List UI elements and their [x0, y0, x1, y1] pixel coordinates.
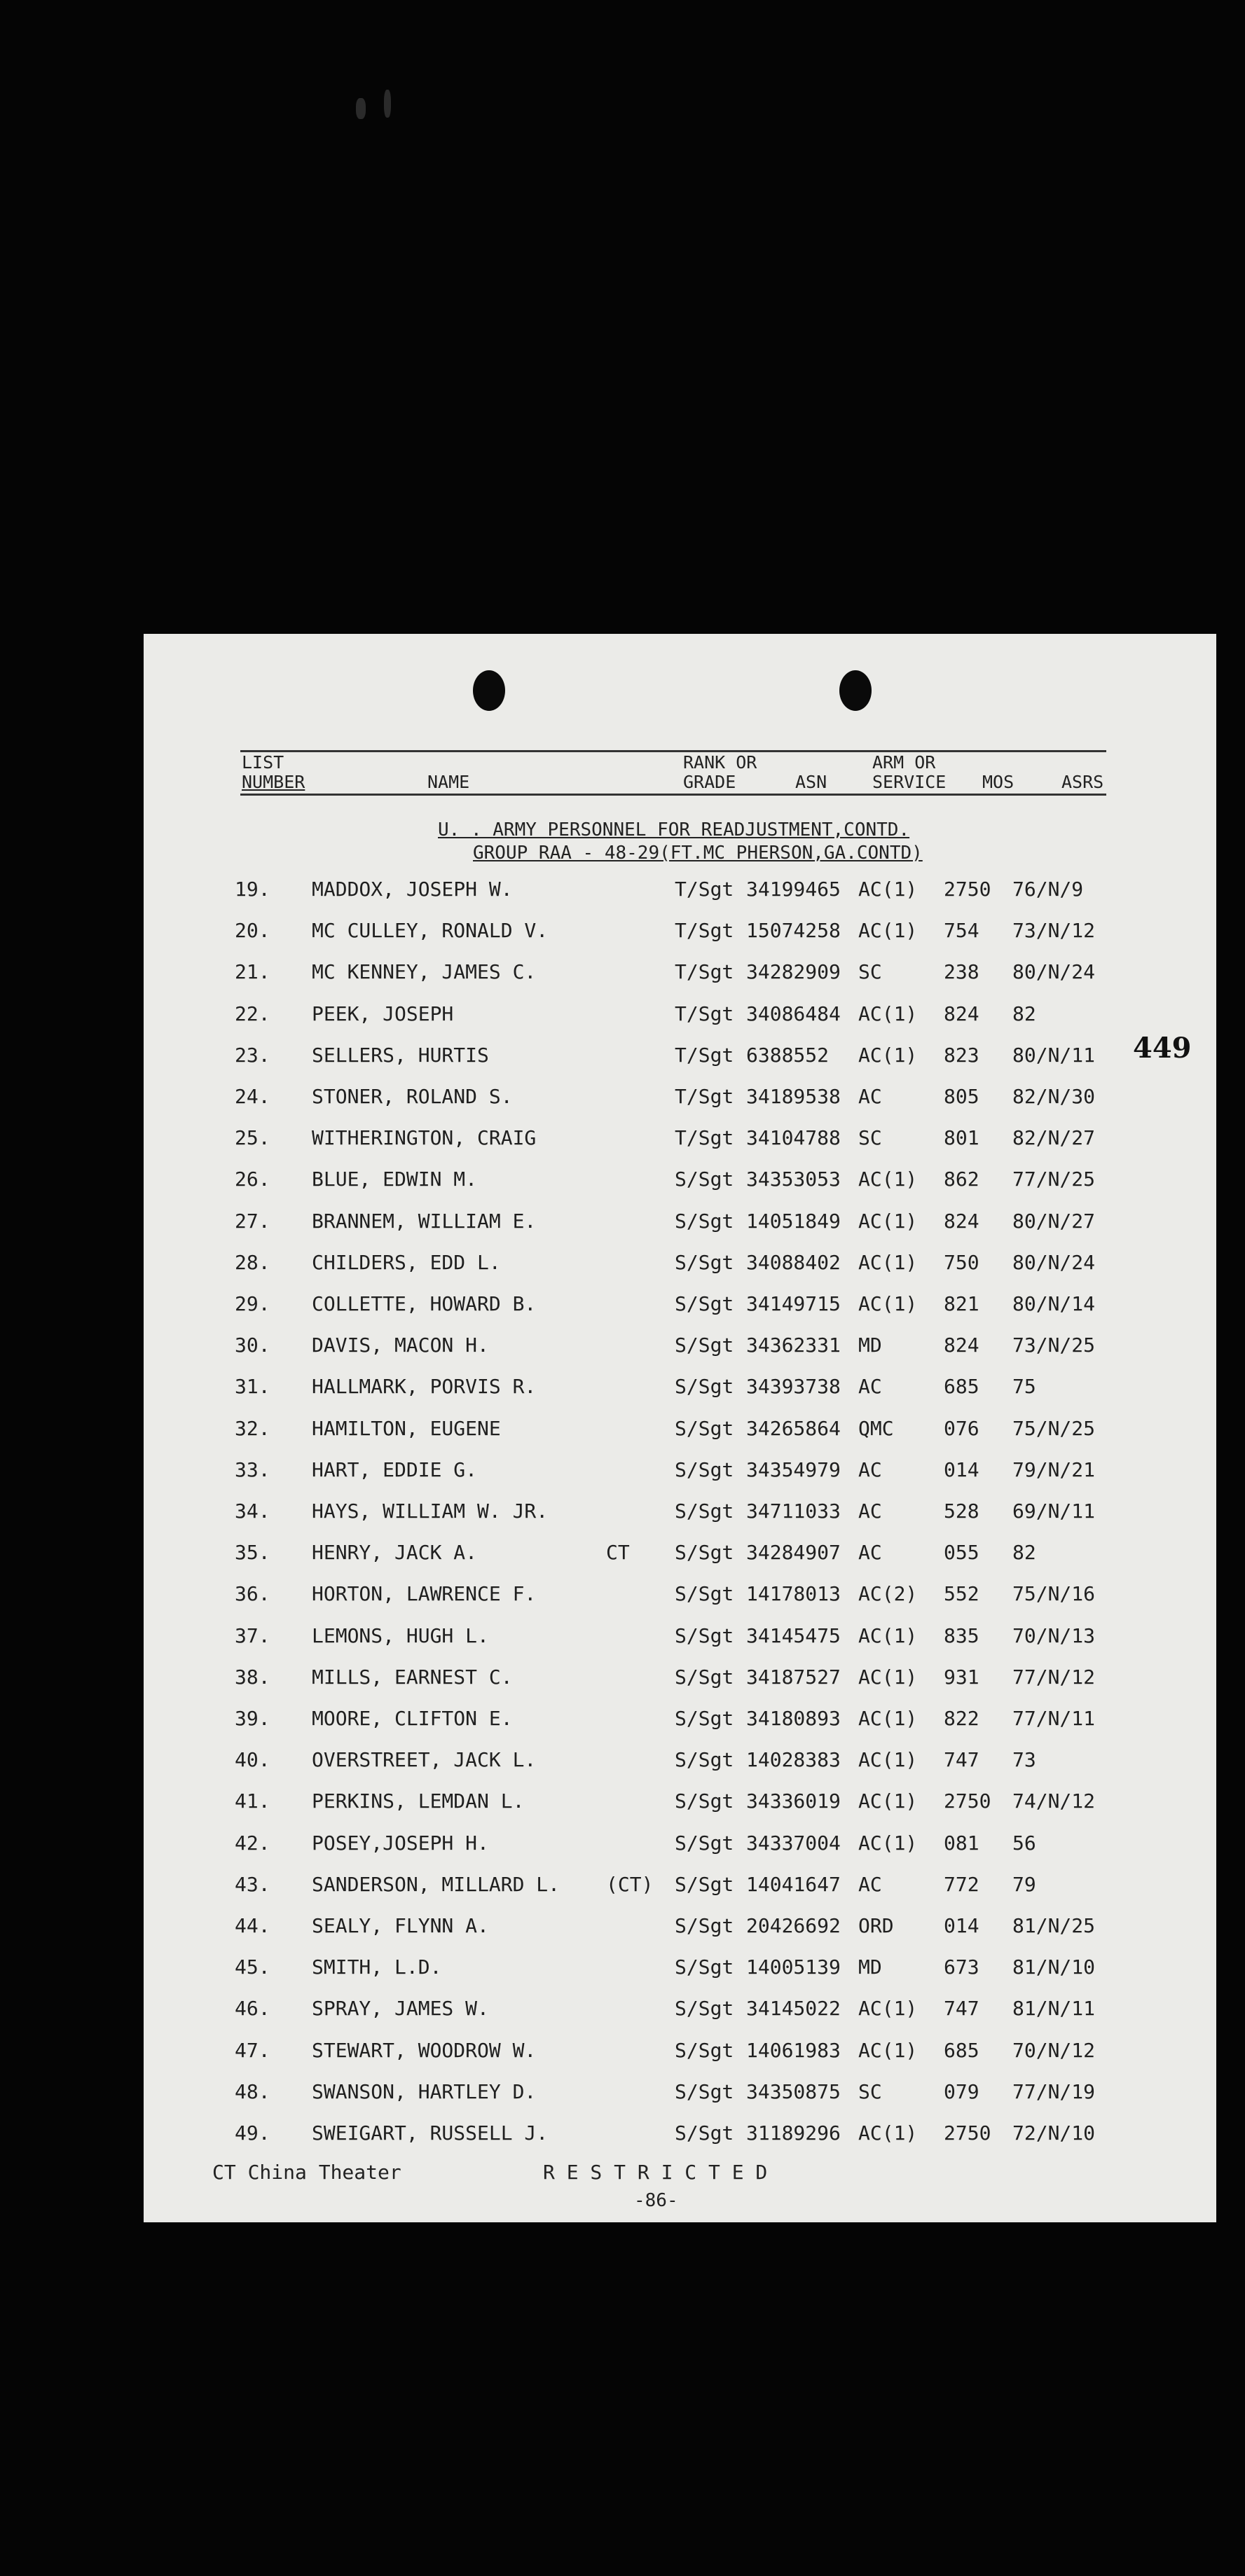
arm-service: AC — [858, 1457, 882, 1481]
header-bottom-rule — [240, 794, 1106, 796]
list-number: 35. — [235, 1541, 270, 1565]
asrs-score: 73/N/25 — [1012, 1334, 1096, 1357]
mos-code: 014 — [944, 1914, 979, 1937]
rank-grade: S/Sgt — [675, 1872, 734, 1896]
personnel-name: LEMONS, HUGH L. — [312, 1623, 489, 1647]
asn-value: 34149715 — [746, 1292, 841, 1315]
personnel-name: HORTON, LAWRENCE F. — [312, 1582, 537, 1606]
section-title: U. . ARMY PERSONNEL FOR READJUSTMENT,CONTD. — [438, 819, 910, 840]
personnel-name: COLLETTE, HOWARD B. — [312, 1292, 537, 1315]
arm-service: AC — [858, 1085, 882, 1108]
asn-value: 34189538 — [746, 1085, 841, 1108]
table-row — [144, 1995, 1216, 2035]
header-top-rule — [240, 750, 1106, 752]
film-speck — [356, 98, 366, 119]
mos-code: 552 — [944, 1582, 979, 1606]
mos-code: 079 — [944, 2079, 979, 2103]
punch-hole — [473, 670, 505, 711]
list-number: 29. — [235, 1292, 270, 1315]
list-number: 27. — [235, 1209, 270, 1233]
list-number: 37. — [235, 1623, 270, 1647]
arm-service: AC(1) — [858, 1748, 918, 1772]
mos-code: 747 — [944, 1997, 979, 2021]
asrs-score: 70/N/12 — [1012, 2038, 1096, 2062]
asn-value: 34337004 — [746, 1831, 841, 1855]
mos-code: 014 — [944, 1457, 979, 1481]
asn-value: 34282909 — [746, 960, 841, 984]
asn-value: 6388552 — [746, 1043, 830, 1067]
personnel-name: MILLS, EARNEST C. — [312, 1665, 513, 1689]
asn-value: 34393738 — [746, 1375, 841, 1399]
list-number: 42. — [235, 1831, 270, 1855]
footer-legend: CT China Theater — [212, 2161, 401, 2184]
page-stamp: 449 — [1133, 1032, 1192, 1065]
list-number: 22. — [235, 1002, 270, 1025]
arm-service: AC(1) — [858, 1250, 918, 1274]
mos-code: 824 — [944, 1002, 979, 1025]
arm-service: MD — [858, 1955, 882, 1979]
rank-grade: S/Sgt — [675, 1831, 734, 1855]
rank-grade: S/Sgt — [675, 1292, 734, 1315]
table-row — [144, 1497, 1216, 1538]
asrs-score: 82/N/30 — [1012, 1085, 1096, 1108]
table-row — [144, 2119, 1216, 2160]
mos-code: 673 — [944, 1955, 979, 1979]
header-name: NAME — [427, 772, 470, 792]
table-row — [144, 1539, 1216, 1579]
asrs-score: 76/N/9 — [1012, 878, 1084, 901]
list-number: 40. — [235, 1748, 270, 1772]
personnel-name: STEWART, WOODROW W. — [312, 2038, 537, 2062]
mos-code: 750 — [944, 1250, 979, 1274]
asn-value: 34265864 — [746, 1416, 841, 1440]
personnel-name: BLUE, EDWIN M. — [312, 1168, 478, 1191]
asn-value: 34350875 — [746, 2079, 841, 2103]
list-number: 19. — [235, 878, 270, 901]
list-number: 20. — [235, 919, 270, 943]
asn-value: 34145022 — [746, 1997, 841, 2021]
asn-value: 34180893 — [746, 1707, 841, 1730]
rank-grade: S/Sgt — [675, 1665, 734, 1689]
rank-grade: S/Sgt — [675, 1541, 734, 1565]
table-row — [144, 1083, 1216, 1123]
personnel-name: PERKINS, LEMDAN L. — [312, 1789, 525, 1813]
table-row — [144, 1000, 1216, 1041]
table-row — [144, 1912, 1216, 1953]
film-speck — [384, 90, 391, 118]
asrs-score: 77/N/11 — [1012, 1707, 1096, 1730]
table-row — [144, 958, 1216, 999]
personnel-name: HENRY, JACK A. — [312, 1541, 478, 1565]
list-number: 30. — [235, 1334, 270, 1357]
rank-grade: S/Sgt — [675, 1457, 734, 1481]
asn-value: 34354979 — [746, 1457, 841, 1481]
rank-grade: T/Sgt — [675, 960, 734, 984]
asrs-score: 80/N/27 — [1012, 1209, 1096, 1233]
rank-grade: S/Sgt — [675, 1582, 734, 1606]
arm-service: QMC — [858, 1416, 894, 1440]
mos-code: 824 — [944, 1334, 979, 1357]
rank-grade: S/Sgt — [675, 1334, 734, 1357]
mos-code: 862 — [944, 1168, 979, 1191]
rank-grade: S/Sgt — [675, 1375, 734, 1399]
asrs-score: 74/N/12 — [1012, 1789, 1096, 1813]
footer-classification: R E S T R I C T E D — [543, 2161, 768, 2184]
list-number: 31. — [235, 1375, 270, 1399]
asrs-score: 82 — [1012, 1541, 1036, 1565]
list-number: 49. — [235, 2121, 270, 2145]
asn-value: 34711033 — [746, 1500, 841, 1523]
asrs-score: 80/N/11 — [1012, 1043, 1096, 1067]
arm-service: AC(1) — [858, 1043, 918, 1067]
personnel-name: MADDOX, JOSEPH W. — [312, 878, 513, 901]
asrs-score: 79/N/21 — [1012, 1457, 1096, 1481]
mos-code: 772 — [944, 1872, 979, 1896]
table-row — [144, 1663, 1216, 1704]
asn-value: 34353053 — [746, 1168, 841, 1191]
mos-code: 823 — [944, 1043, 979, 1067]
arm-service: SC — [858, 2079, 882, 2103]
asn-value: 34086484 — [746, 1002, 841, 1025]
arm-service: AC — [858, 1872, 882, 1896]
table-row — [144, 1705, 1216, 1745]
table-row — [144, 1290, 1216, 1331]
asn-value: 34336019 — [746, 1789, 841, 1813]
table-row — [144, 1165, 1216, 1206]
header-rank: RANK OR GRADE — [683, 752, 757, 792]
asrs-score: 81/N/10 — [1012, 1955, 1096, 1979]
rank-grade: S/Sgt — [675, 2121, 734, 2145]
rank-grade: T/Sgt — [675, 1126, 734, 1150]
table-row — [144, 1622, 1216, 1663]
asn-value: 34199465 — [746, 878, 841, 901]
personnel-name: OVERSTREET, JACK L. — [312, 1748, 537, 1772]
personnel-name: SELLERS, HURTIS — [312, 1043, 489, 1067]
mos-code: 822 — [944, 1707, 979, 1730]
personnel-name: SEALY, FLYNN A. — [312, 1914, 489, 1937]
table-row — [144, 1787, 1216, 1828]
table-row — [144, 1249, 1216, 1289]
rank-grade: S/Sgt — [675, 1748, 734, 1772]
personnel-name: POSEY,JOSEPH H. — [312, 1831, 489, 1855]
asrs-score: 77/N/19 — [1012, 2079, 1096, 2103]
mos-code: 824 — [944, 1209, 979, 1233]
asrs-score: 82 — [1012, 1002, 1036, 1025]
asrs-score: 82/N/27 — [1012, 1126, 1096, 1150]
asn-value: 14005139 — [746, 1955, 841, 1979]
rank-grade: S/Sgt — [675, 1209, 734, 1233]
arm-service: AC(1) — [858, 1623, 918, 1647]
list-number: 33. — [235, 1457, 270, 1481]
arm-service: AC(1) — [858, 2121, 918, 2145]
rank-grade: T/Sgt — [675, 919, 734, 943]
asn-value: 34187527 — [746, 1665, 841, 1689]
asrs-score: 69/N/11 — [1012, 1500, 1096, 1523]
mos-code: 2750 — [944, 2121, 991, 2145]
asrs-score: 73 — [1012, 1748, 1036, 1772]
arm-service: AC(1) — [858, 1707, 918, 1730]
arm-service: AC(1) — [858, 2038, 918, 2062]
list-number: 24. — [235, 1085, 270, 1108]
personnel-name: HALLMARK, PORVIS R. — [312, 1375, 537, 1399]
arm-service: AC(1) — [858, 1665, 918, 1689]
asrs-score: 80/N/14 — [1012, 1292, 1096, 1315]
header-mos: MOS — [982, 772, 1014, 792]
asrs-score: 75/N/16 — [1012, 1582, 1096, 1606]
personnel-name: SMITH, L.D. — [312, 1955, 442, 1979]
rank-grade: S/Sgt — [675, 2038, 734, 2062]
asrs-score: 81/N/11 — [1012, 1997, 1096, 2021]
header-arm: ARM OR SERVICE — [872, 752, 947, 792]
mos-code: 2750 — [944, 1789, 991, 1813]
asrs-score: 77/N/12 — [1012, 1665, 1096, 1689]
list-number: 44. — [235, 1914, 270, 1937]
personnel-name: HAYS, WILLIAM W. JR. — [312, 1500, 549, 1523]
mos-code: 076 — [944, 1416, 979, 1440]
arm-service: AC(1) — [858, 919, 918, 943]
personnel-name: BRANNEM, WILLIAM E. — [312, 1209, 537, 1233]
asn-value: 34088402 — [746, 1250, 841, 1274]
mos-code: 685 — [944, 2038, 979, 2062]
list-number: 38. — [235, 1665, 270, 1689]
section-subtitle: GROUP RAA - 48-29(FT.MC PHERSON,GA.CONTD) — [473, 843, 923, 864]
list-number: 32. — [235, 1416, 270, 1440]
table-row — [144, 2037, 1216, 2077]
rank-grade: S/Sgt — [675, 1789, 734, 1813]
arm-service: SC — [858, 960, 882, 984]
asn-value: 34145475 — [746, 1623, 841, 1647]
table-row — [144, 1580, 1216, 1621]
personnel-name: SWEIGART, RUSSELL J. — [312, 2121, 549, 2145]
asrs-score: 73/N/12 — [1012, 919, 1096, 943]
mos-code: 805 — [944, 1085, 979, 1108]
list-number: 34. — [235, 1500, 270, 1523]
personnel-name: SPRAY, JAMES W. — [312, 1997, 489, 2021]
theater-note: (CT) — [606, 1872, 654, 1896]
asn-value: 15074258 — [746, 919, 841, 943]
rank-grade: T/Sgt — [675, 1043, 734, 1067]
arm-service: AC(1) — [858, 1789, 918, 1813]
list-number: 28. — [235, 1250, 270, 1274]
personnel-name: DAVIS, MACON H. — [312, 1334, 489, 1357]
mos-code: 528 — [944, 1500, 979, 1523]
asrs-score: 72/N/10 — [1012, 2121, 1096, 2145]
asn-value: 14061983 — [746, 2038, 841, 2062]
arm-service: AC(1) — [858, 1997, 918, 2021]
mos-code: 081 — [944, 1831, 979, 1855]
table-row — [144, 1331, 1216, 1372]
rank-grade: S/Sgt — [675, 1416, 734, 1440]
table-row — [144, 1415, 1216, 1455]
mos-code: 055 — [944, 1541, 979, 1565]
table-row — [144, 1456, 1216, 1497]
list-number: 39. — [235, 1707, 270, 1730]
arm-service: AC — [858, 1375, 882, 1399]
arm-service: AC — [858, 1541, 882, 1565]
table-row — [144, 1041, 1216, 1082]
personnel-name: MC KENNEY, JAMES C. — [312, 960, 537, 984]
asn-value: 14028383 — [746, 1748, 841, 1772]
list-number: 25. — [235, 1126, 270, 1150]
arm-service: AC — [858, 1500, 882, 1523]
rank-grade: S/Sgt — [675, 1500, 734, 1523]
header-asrs: ASRS — [1061, 772, 1104, 792]
arm-service: AC(1) — [858, 1831, 918, 1855]
mos-code: 931 — [944, 1665, 979, 1689]
asn-value: 14041647 — [746, 1872, 841, 1896]
table-row — [144, 1124, 1216, 1165]
punch-hole — [839, 670, 872, 711]
table-row — [144, 1746, 1216, 1787]
mos-code: 821 — [944, 1292, 979, 1315]
mos-code: 835 — [944, 1623, 979, 1647]
table-row — [144, 1871, 1216, 1911]
list-number: 23. — [235, 1043, 270, 1067]
asrs-score: 80/N/24 — [1012, 960, 1096, 984]
list-number: 36. — [235, 1582, 270, 1606]
personnel-name: HAMILTON, EUGENE — [312, 1416, 501, 1440]
asrs-score: 70/N/13 — [1012, 1623, 1096, 1647]
asn-value: 34104788 — [746, 1126, 841, 1150]
rank-grade: S/Sgt — [675, 1250, 734, 1274]
table-row — [144, 917, 1216, 957]
mos-code: 754 — [944, 919, 979, 943]
mos-code: 238 — [944, 960, 979, 984]
mos-code: 2750 — [944, 878, 991, 901]
asrs-score: 75/N/25 — [1012, 1416, 1096, 1440]
mos-code: 685 — [944, 1375, 979, 1399]
arm-service: SC — [858, 1126, 882, 1150]
table-row — [144, 1373, 1216, 1413]
rank-grade: S/Sgt — [675, 1997, 734, 2021]
list-number: 48. — [235, 2079, 270, 2103]
mos-code: 747 — [944, 1748, 979, 1772]
table-row — [144, 1207, 1216, 1248]
arm-service: AC(1) — [858, 1292, 918, 1315]
list-number: 26. — [235, 1168, 270, 1191]
arm-service: AC(1) — [858, 1002, 918, 1025]
asn-value: 31189296 — [746, 2121, 841, 2145]
table-row — [144, 2078, 1216, 2119]
asrs-score: 80/N/24 — [1012, 1250, 1096, 1274]
list-number: 46. — [235, 1997, 270, 2021]
rank-grade: T/Sgt — [675, 1085, 734, 1108]
rank-grade: S/Sgt — [675, 1707, 734, 1730]
arm-service: AC(2) — [858, 1582, 918, 1606]
personnel-name: WITHERINGTON, CRAIG — [312, 1126, 537, 1150]
asrs-score: 79 — [1012, 1872, 1036, 1896]
asrs-score: 56 — [1012, 1831, 1036, 1855]
asrs-score: 77/N/25 — [1012, 1168, 1096, 1191]
arm-service: ORD — [858, 1914, 894, 1937]
table-row — [144, 1953, 1216, 1994]
list-number: 41. — [235, 1789, 270, 1813]
arm-service: AC(1) — [858, 1209, 918, 1233]
asn-value: 14178013 — [746, 1582, 841, 1606]
rank-grade: T/Sgt — [675, 878, 734, 901]
asn-value: 34362331 — [746, 1334, 841, 1357]
footer-page-number: -86- — [634, 2190, 678, 2211]
rank-grade: S/Sgt — [675, 1914, 734, 1937]
arm-service: AC(1) — [858, 1168, 918, 1191]
personnel-name: SWANSON, HARTLEY D. — [312, 2079, 537, 2103]
table-row — [144, 1829, 1216, 1870]
personnel-name: PEEK, JOSEPH — [312, 1002, 454, 1025]
theater-note: CT — [606, 1541, 630, 1565]
asrs-score: 75 — [1012, 1375, 1036, 1399]
asrs-score: 81/N/25 — [1012, 1914, 1096, 1937]
list-number: 47. — [235, 2038, 270, 2062]
document-page — [144, 634, 1216, 2222]
personnel-name: HART, EDDIE G. — [312, 1457, 478, 1481]
list-number: 21. — [235, 960, 270, 984]
header-asn: ASN — [795, 772, 827, 792]
personnel-name: STONER, ROLAND S. — [312, 1085, 513, 1108]
rank-grade: S/Sgt — [675, 1623, 734, 1647]
header-list-number: LIST NUMBER — [242, 752, 305, 792]
personnel-name: MC CULLEY, RONALD V. — [312, 919, 549, 943]
asn-value: 14051849 — [746, 1209, 841, 1233]
list-number: 43. — [235, 1872, 270, 1896]
mos-code: 801 — [944, 1126, 979, 1150]
personnel-name: MOORE, CLIFTON E. — [312, 1707, 513, 1730]
rank-grade: T/Sgt — [675, 1002, 734, 1025]
list-number: 45. — [235, 1955, 270, 1979]
asn-value: 20426692 — [746, 1914, 841, 1937]
asn-value: 34284907 — [746, 1541, 841, 1565]
personnel-name: CHILDERS, EDD L. — [312, 1250, 501, 1274]
rank-grade: S/Sgt — [675, 1168, 734, 1191]
arm-service: MD — [858, 1334, 882, 1357]
table-row — [144, 875, 1216, 916]
arm-service: AC(1) — [858, 878, 918, 901]
rank-grade: S/Sgt — [675, 1955, 734, 1979]
personnel-name: SANDERSON, MILLARD L. — [312, 1872, 560, 1896]
rank-grade: S/Sgt — [675, 2079, 734, 2103]
